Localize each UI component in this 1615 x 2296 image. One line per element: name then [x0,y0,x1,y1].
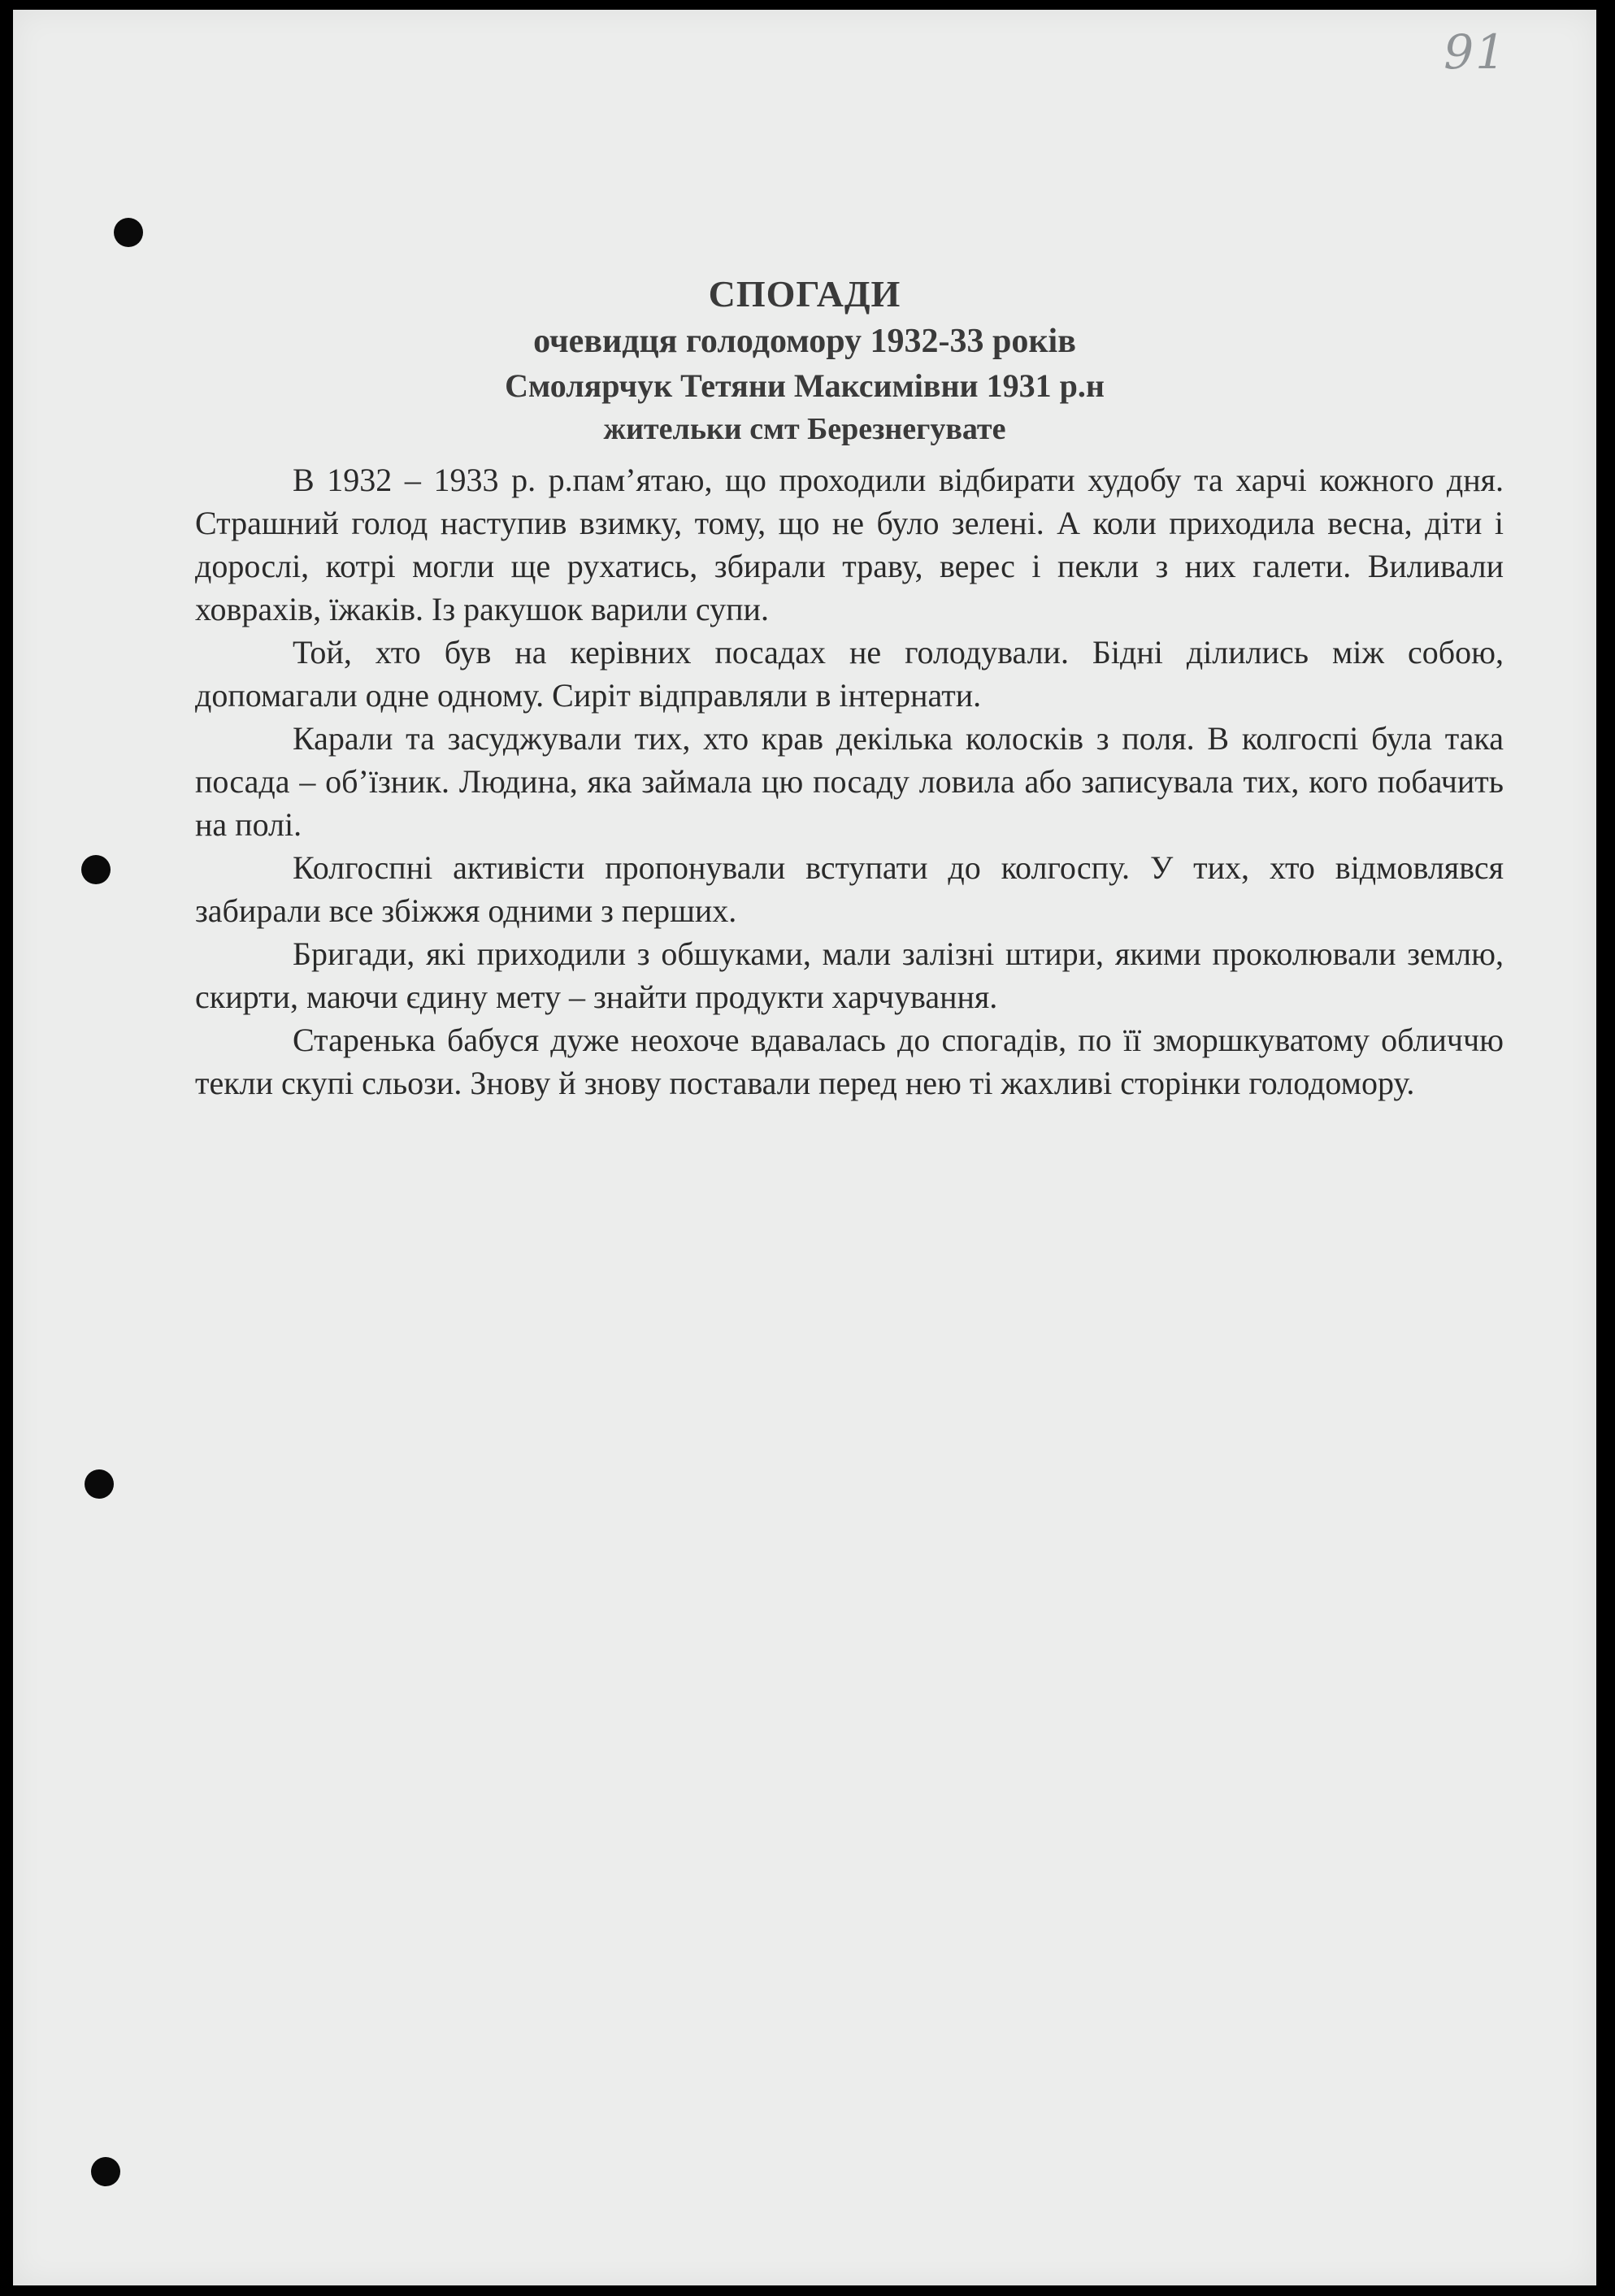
paragraph: Старенька бабуся дуже неохоче вдавалась до спогадів, по її зморшкуватому обличчю текли скупі сльози. Знову й знову поставали перед нею ті жахливі сторінки голодомору. [195,1022,1504,1101]
page-number: 91 [1444,24,1507,80]
punch-hole [91,2157,120,2186]
witness-name: Смолярчук Тетяни Максимівни 1931 р.н [505,367,1105,404]
paragraph: Карали та засуджували тих, хто крав декілька колосків з поля. В колгоспі була така посада – об’їзник. Людина, яка займала цю посаду ловила або записувала тих, кого побачить на полі. [195,720,1504,843]
paragraph: Той, хто був на керівних посадах не голодували. Бідні ділились між собою, допомагали одне одному. Сиріт відправляли в інтернати. [195,634,1504,714]
title-block [13,270,1596,450]
document-subtitle: очевидця голодомору 1932-33 років [533,323,1076,360]
paragraph: Колгоспні активісти пропонували вступати до колгоспу. У тих, хто відмовлявся забирали все збіжжя одними з перших. [195,849,1504,929]
document-title: СПОГАДИ [708,273,901,315]
punch-hole [81,855,111,884]
paragraph: В 1932 – 1933 р. р.пам’ятаю, що проходили відбирати худобу та харчі кожного дня. Страшний голод наступив взимку, тому, що не було зелені. А коли приходила весна, діти і дорослі, котрі могли ще рухатись, збирали траву, верес і пекли з них галети. Виливали ховрахів, їжаків. Із ракушок варили супи. [195,462,1504,627]
witness-residence: жительки смт Березнегувате [603,412,1006,446]
paragraph: Бригади, які приходили з обшуками, мали залізні штири, якими проколювали землю, скирти, маючи єдину мету – знайти продукти харчування. [195,935,1504,1015]
document-page [13,10,1596,2285]
punch-hole [85,1469,114,1499]
punch-hole [114,218,143,247]
testimony-body [195,458,1504,1105]
